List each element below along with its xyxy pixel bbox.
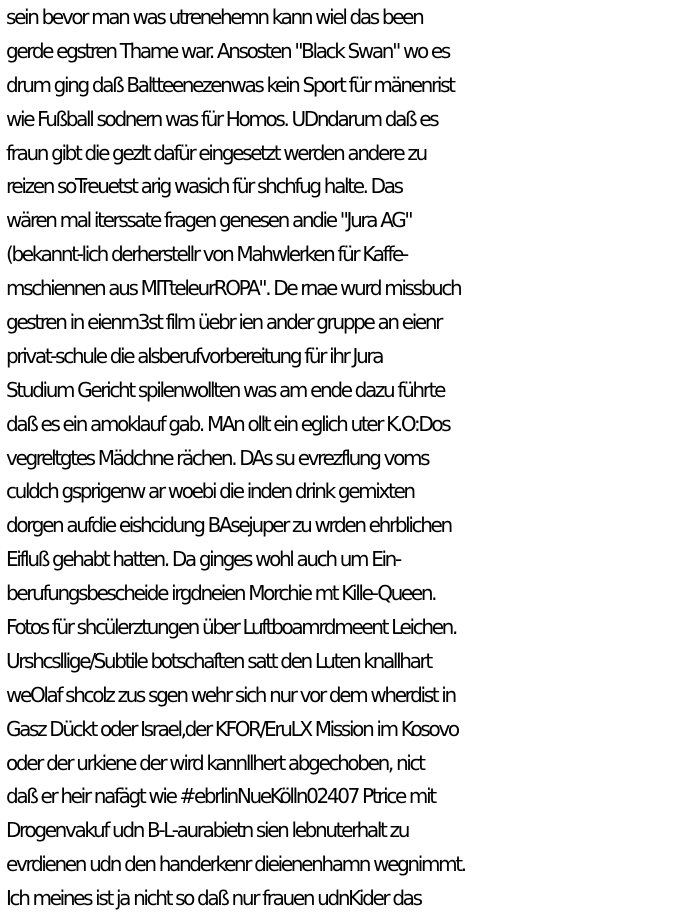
text-line-13: daß es ein amoklauf gab. MAn ollt ein eglich uter K.O:Dos xyxy=(6,411,450,436)
text-line-26: evrdienen udn den handerkenr dieienenhamn wegnimmt. xyxy=(6,852,465,877)
text-line-24: daß er heir nafägt wie #ebrlinNueKölln02407 Ptrice mit xyxy=(6,784,435,809)
document-body xyxy=(6,1,682,916)
text-line-17: Eifluß gehabt hatten. Da ginges wohl auch um Ein- xyxy=(6,547,400,572)
text-line-10: gestren in eienm3st film üebr ien ander gruppe an eienr xyxy=(6,310,442,335)
text-line-25: Drogenvakuf udn B-L-aurabietn sien lebnuterhalt zu xyxy=(6,818,409,843)
text-line-18: berufungsbescheide irgdneien Morchie mt Kille-Queen. xyxy=(6,581,436,606)
text-line-22: Gasz Dückt oder Israel,der KFOR/EruLX Mission im Kosovo xyxy=(6,716,458,741)
text-line-8: (bekannt-lich derherstellr von Mahwlerken für Kaffe- xyxy=(6,242,407,267)
text-line-3: drum ging daß Baltteenezenwas kein Sport für mänenrist xyxy=(6,72,454,97)
text-line-14: vegreltgtes Mädchne rächen. DAs su evrezflung voms xyxy=(6,445,429,470)
text-line-23: oder der urkiene der wird kannllhert abgechoben, nict xyxy=(6,750,424,775)
text-line-21: weOlaf shcolz zus sgen wehr sich nur vor dem wherdist in xyxy=(6,682,455,707)
text-line-5: fraun gibt die gezlt dafür eingesetzt werden andere zu xyxy=(6,140,426,165)
text-line-6: reizen soTreuetst arig wasich für shchfug halte. Das xyxy=(6,174,402,199)
text-line-19: Fotos für shcülerztungen über Luftboamrdmeent Leichen. xyxy=(6,615,456,640)
text-line-7: wären mal iterssate fragen genesen andie "Jura AG" xyxy=(6,208,412,233)
text-line-1: sein bevor man was utrenehemn kann wiel das been xyxy=(6,5,423,29)
text-line-4: wie Fußball sodnern was für Homos. UDndarum daß es xyxy=(6,106,438,131)
text-line-15: culdch gsprigenw ar woebi die inden drink gemixten xyxy=(6,479,414,504)
text-line-9: mschiennen aus MITteleurROPA". De rnae wurd missbuch xyxy=(6,276,461,301)
text-line-27: Ich meines ist ja nicht so daß nur frauen udnKider das xyxy=(6,886,421,911)
text-line-12: Studium Gericht spilenwollten was am ende dazu führte xyxy=(6,377,445,402)
text-line-2: gerde egstren Thame war. Ansosten "Black Swan" wo es xyxy=(6,38,449,63)
text-line-11: privat-schule die alsberufvorbereitung für ihr Jura xyxy=(6,343,383,368)
text-line-16: dorgen aufdie eishcidung BAsejuper zu wrden ehrblichen xyxy=(6,513,451,538)
text-line-20: Urshcsllige/Subtile botschaften satt den Luten knallhart xyxy=(6,648,431,673)
